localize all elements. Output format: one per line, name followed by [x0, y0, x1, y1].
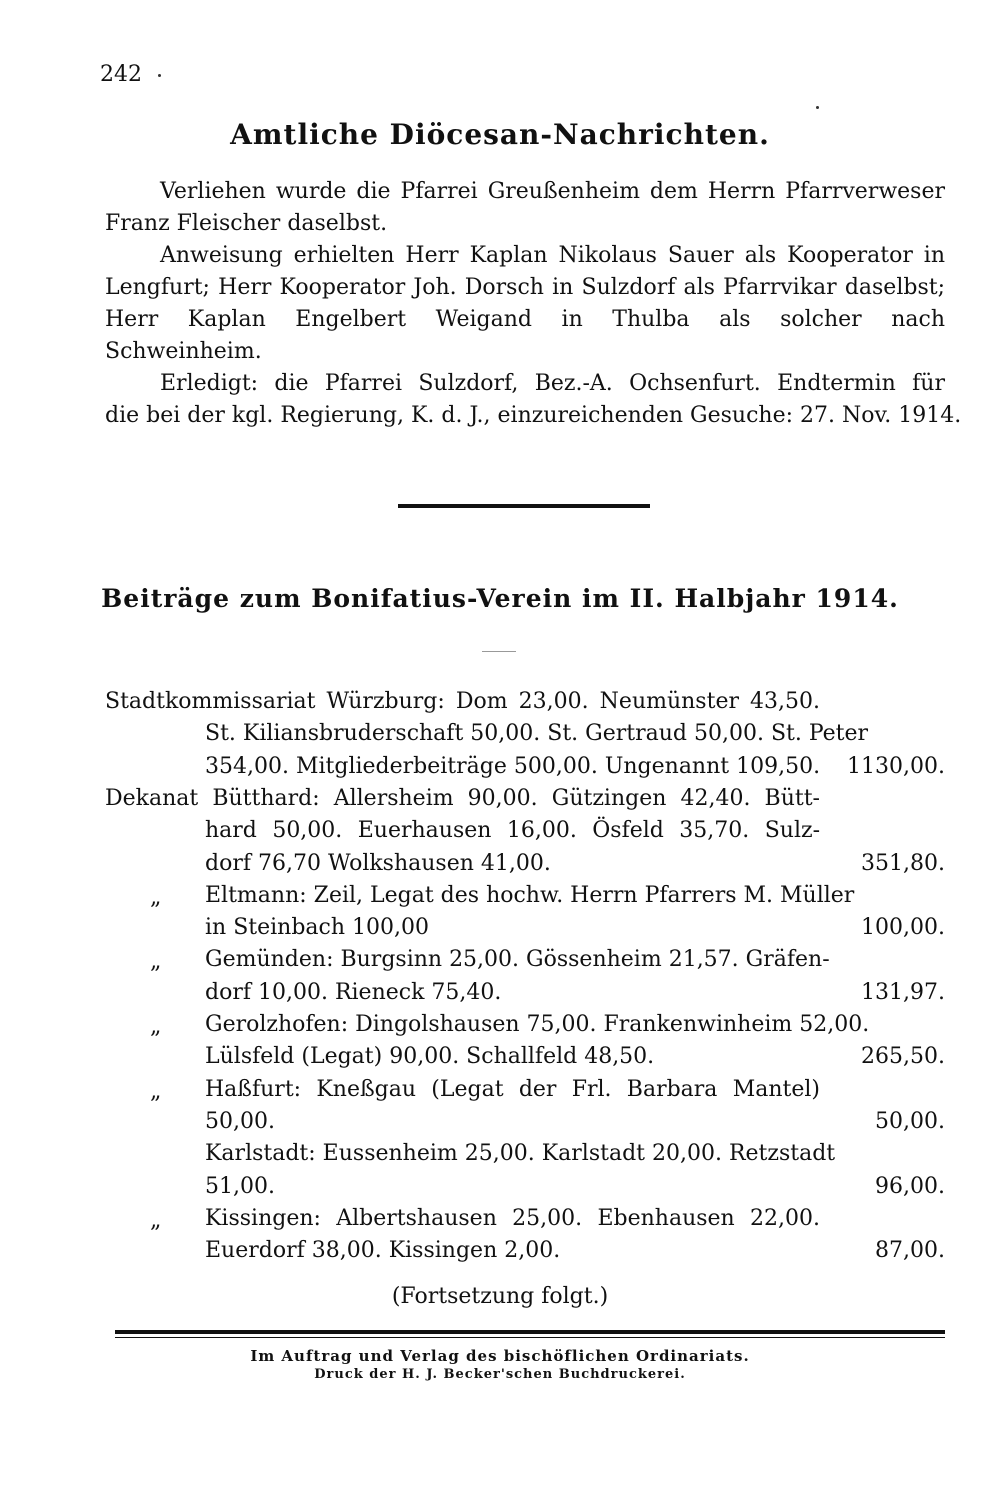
ditto-mark: „: [150, 1207, 162, 1233]
contribution-line: hard 50,00. Euerhausen 16,00. Ösfeld 35,70. Sulz-: [205, 818, 820, 844]
paragraph-assignments: [105, 240, 945, 368]
page-number: 242: [100, 62, 142, 87]
footer-rule: [115, 1330, 945, 1334]
text-line: Franz Fleischer daselbst.: [105, 211, 388, 236]
contribution-line: Haßfurt: Kneßgau (Legat der Frl. Barbara Mantel): [205, 1076, 820, 1102]
contribution-line: dorf 10,00. Rieneck 75,40.: [205, 979, 502, 1005]
contribution-amount: 265,50.: [861, 1044, 945, 1070]
text-line: die bei der kgl. Regierung, K. d. J., einzureichenden Gesuche: 27. Nov. 1914.: [105, 403, 962, 428]
contribution-line: St. Kiliansbruderschaft 50,00. St. Gertraud 50,00. St. Peter: [205, 721, 869, 747]
text-line: Lengfurt; Herr Kooperator Joh. Dorsch in Sulzdorf als Pfarrvikar daselbst;: [105, 275, 945, 300]
contribution-amount: 351,80.: [861, 850, 945, 876]
contribution-line: dorf 76,70 Wolkshausen 41,00.: [205, 850, 551, 876]
contribution-line: Kissingen: Albertshausen 25,00. Ebenhausen 22,00.: [205, 1205, 820, 1231]
ditto-mark: „: [150, 949, 162, 975]
imprint-publisher: Im Auftrag und Verlag des bischöflichen Ordinariats.: [250, 1347, 750, 1365]
contribution-amount: 50,00.: [875, 1108, 945, 1134]
footer-rule-thin: [115, 1337, 945, 1338]
section-title-contributions: Beiträge zum Bonifatius-Verein im II. Halbjahr 1914.: [101, 584, 899, 613]
contribution-line: Dekanat Bütthard: Allersheim 90,00. Gützingen 42,40. Bütt-: [105, 785, 820, 811]
contribution-line: Karlstadt: Eussenheim 25,00. Karlstadt 20,00. Retzstadt: [205, 1141, 836, 1167]
contribution-amount: 96,00.: [875, 1173, 945, 1199]
text-line: Anweisung erhielten Herr Kaplan Nikolaus Sauer als Kooperator in: [160, 243, 945, 268]
contribution-line: Eltmann: Zeil, Legat des hochw. Herrn Pfarrers M. Müller: [205, 882, 855, 908]
text-line: Verliehen wurde die Pfarrei Greußenheim dem Herrn Pfarrverweser: [160, 179, 945, 204]
contribution-amount: 87,00.: [875, 1238, 945, 1264]
text-line: Herr Kaplan Engelbert Weigand in Thulba als solcher nach: [105, 307, 945, 332]
contribution-amount: 100,00.: [861, 915, 945, 941]
ditto-mark: „: [150, 1014, 162, 1039]
contribution-line: Euerdorf 38,00. Kissingen 2,00.: [205, 1238, 561, 1264]
text-line: Erledigt: die Pfarrei Sulzdorf, Bez.-A. Ochsenfurt. Endtermin für: [160, 371, 945, 396]
contribution-line: Lülsfeld (Legat) 90,00. Schallfeld 48,50.: [205, 1044, 655, 1070]
title-ornament: [482, 651, 516, 652]
contribution-line: 354,00. Mitgliederbeiträge 500,00. Ungenannt 109,50.: [205, 753, 821, 779]
continued-note: (Fortsetzung folgt.): [391, 1284, 609, 1309]
ditto-mark: „: [150, 1078, 162, 1104]
ditto-mark: „: [150, 884, 162, 910]
contribution-line: 51,00.: [205, 1173, 275, 1199]
section-divider: [398, 504, 650, 508]
paragraph-vacancy: [105, 368, 962, 432]
print-speck: [816, 106, 819, 109]
section-title-diocesan-news: Amtliche Diöcesan-Nachrichten.: [230, 118, 770, 151]
print-speck: [158, 74, 161, 77]
paragraph-conferred: [105, 176, 945, 240]
contribution-amount: 131,97.: [861, 979, 945, 1005]
contribution-line: Gerolzhofen: Dingolshausen 75,00. Frankenwinheim 52,00.: [205, 1012, 870, 1037]
contribution-line: 50,00.: [205, 1108, 275, 1134]
contribution-amount: 1130,00.: [847, 753, 945, 779]
contribution-line: Gemünden: Burgsinn 25,00. Gössenheim 21,57. Gräfen-: [205, 947, 830, 973]
contribution-line: Stadtkommissariat Würzburg: Dom 23,00. Neumünster 43,50.: [105, 689, 820, 714]
imprint-printer: Druck der H. J. Becker'schen Buchdruckerei.: [314, 1367, 686, 1382]
text-line: Schweinheim.: [105, 339, 262, 364]
contribution-line: in Steinbach 100,00: [205, 915, 429, 941]
